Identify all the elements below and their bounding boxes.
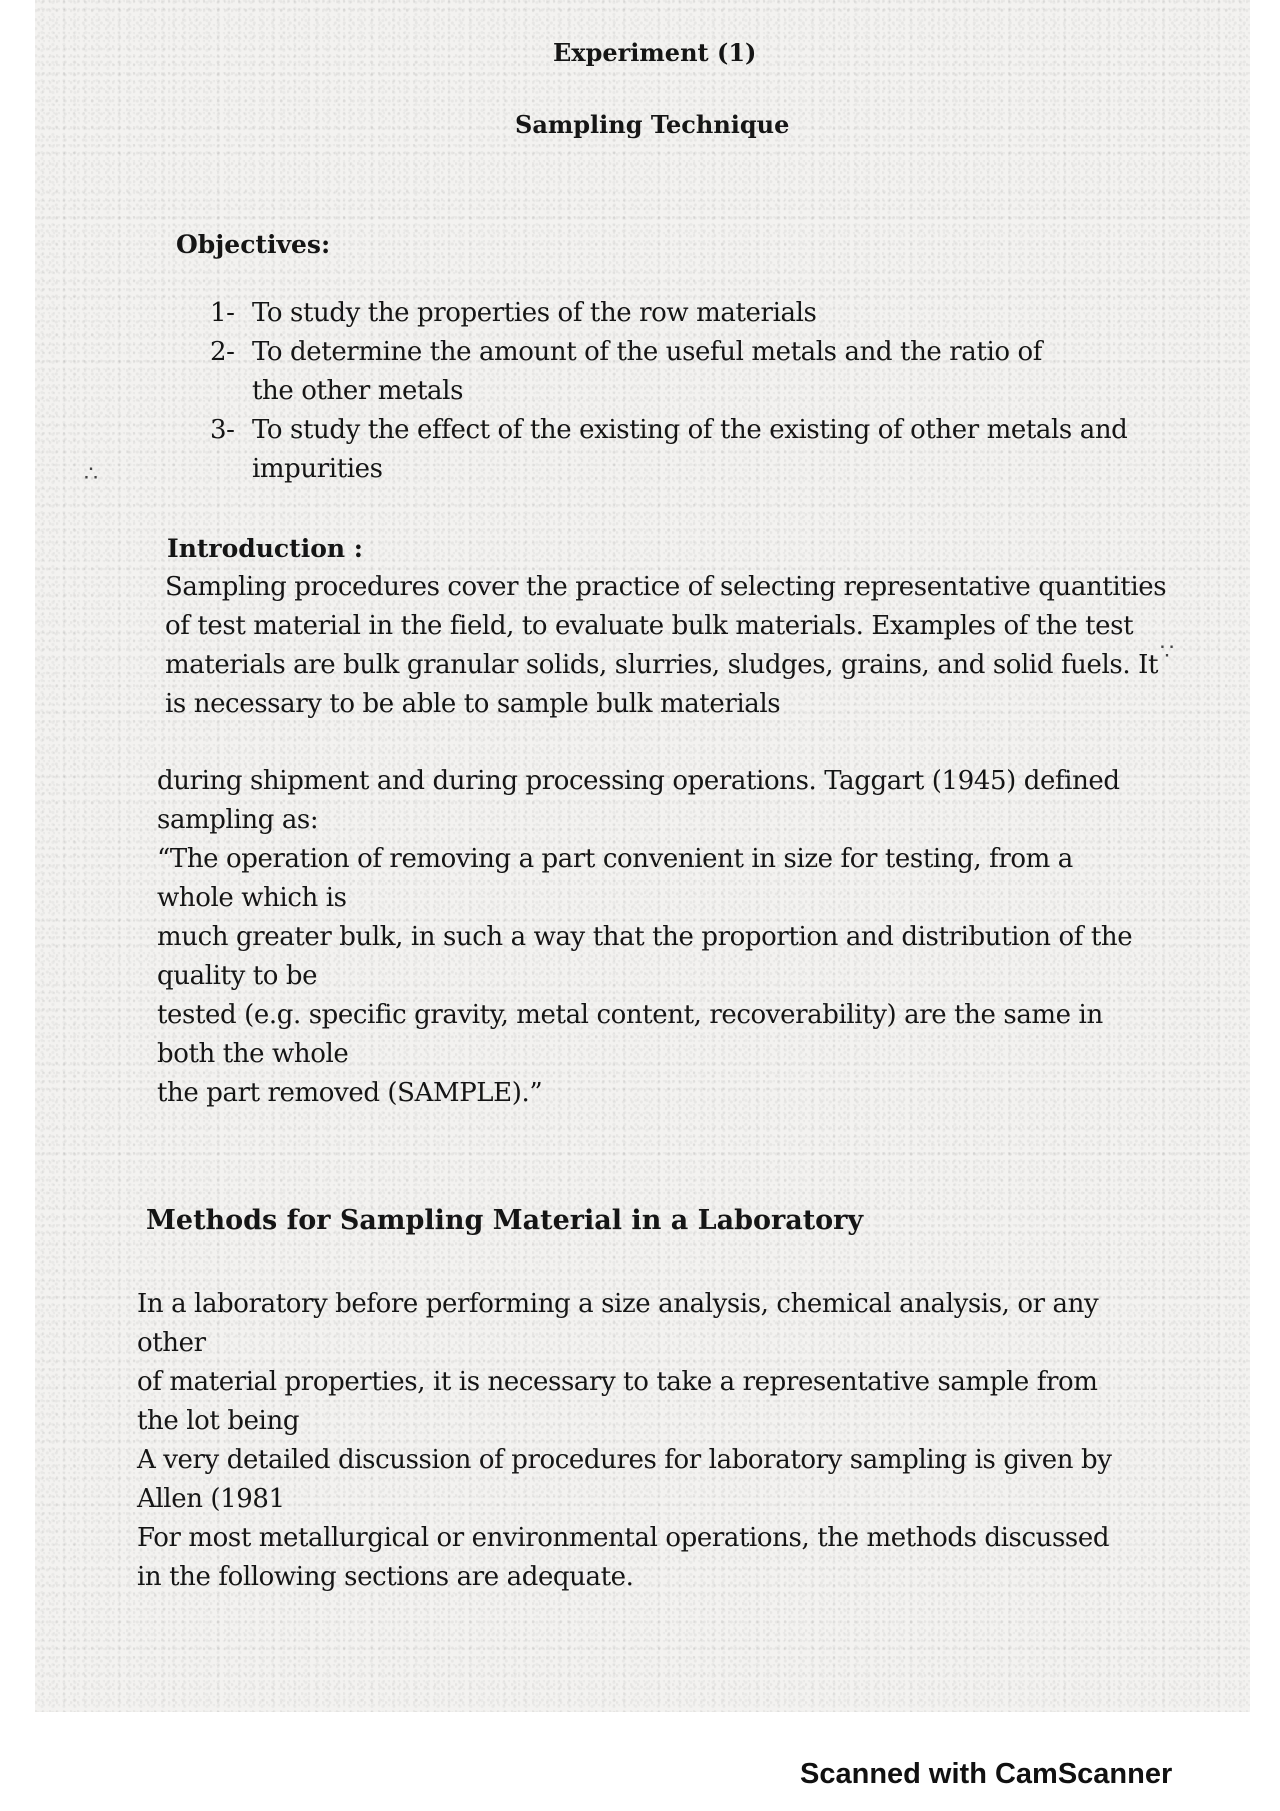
- objective-text: To study the effect of the existing of the existing of other metals and impurities: [252, 415, 1128, 484]
- text-line: tested (e.g. specific gravity, metal content, recoverability) are the same in: [157, 1000, 1103, 1030]
- page-title: Sampling Technique: [515, 110, 790, 139]
- objective-number: 2-: [210, 337, 235, 367]
- text-line: of material properties, it is necessary to take a representative sample from: [137, 1367, 1098, 1397]
- text-line: the lot being: [137, 1406, 300, 1436]
- text-line: A very detailed discussion of procedures for laboratory sampling is given by: [137, 1445, 1112, 1475]
- objective-text: To determine the amount of the useful metals and the ratio of the other metals: [252, 337, 1042, 406]
- methods-paragraph: [137, 1285, 1197, 1597]
- scanner-watermark: Scanned with CamScanner: [800, 1758, 1173, 1790]
- text-line: the part removed (SAMPLE).”: [157, 1078, 543, 1108]
- objective-text: To study the properties of the row materials: [252, 298, 817, 328]
- text-line: in the following sections are adequate.: [137, 1562, 634, 1592]
- objective-item: [210, 294, 1150, 333]
- objectives-heading: Objectives:: [176, 230, 331, 259]
- sampling-definition-paragraph: [157, 762, 1167, 1113]
- methods-heading: Methods for Sampling Material in a Laboratory: [146, 1205, 864, 1236]
- experiment-title: Experiment (1): [553, 38, 757, 67]
- objectives-list: [210, 294, 1150, 489]
- objective-number: 3-: [210, 415, 235, 445]
- introduction-paragraph: Sampling procedures cover the practice of selecting representative quantities of test material in the field, to evaluate bulk materials. Examples of the test materials are bulk granular solids, slurries, sludges, grains, and solid fuels. It is necessary to be able to sample bulk materials: [165, 572, 1167, 719]
- text-line: other: [137, 1328, 206, 1358]
- text-line: both the whole: [157, 1039, 349, 1069]
- text-line: For most metallurgical or environmental operations, the methods discussed: [137, 1523, 1110, 1553]
- text-line: quality to be: [157, 961, 318, 991]
- text-line: whole which is: [157, 883, 347, 913]
- introduction-heading: Introduction :: [167, 534, 363, 563]
- text-line: In a laboratory before performing a size analysis, chemical analysis, or any: [137, 1289, 1099, 1319]
- scan-speck: ∴: [84, 462, 98, 487]
- objective-item: [210, 333, 1082, 411]
- text-line: Allen (1981: [137, 1484, 285, 1514]
- text-line: during shipment and during processing operations. Taggart (1945) defined: [157, 766, 1120, 796]
- text-line: “The operation of removing a part convenient in size for testing, from a: [157, 844, 1073, 874]
- text-line: much greater bulk, in such a way that the proportion and distribution of the: [157, 922, 1133, 952]
- objective-number: 1-: [210, 298, 235, 328]
- scan-speck: ∵: [1160, 640, 1174, 665]
- objective-item: [210, 411, 1192, 489]
- text-line: sampling as:: [157, 805, 319, 835]
